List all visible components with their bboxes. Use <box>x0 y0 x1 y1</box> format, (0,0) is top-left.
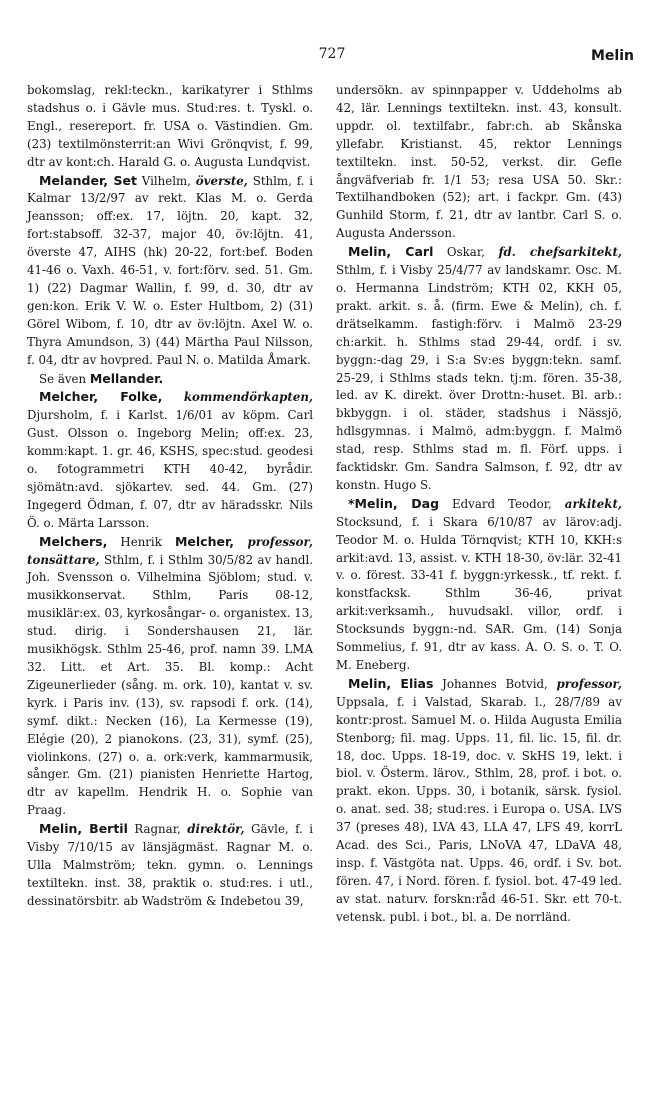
entry-melin-dag: *Melin, Dag Edvard Teodor, arkitekt, Stocksund, f. i Skara 6/10/87 av lärov:adj. Teodor M. o. Hulda Törnqvist; KTH 10, KKH:s arkit:avd. 13, assist. v. KTH 18-30, öv:lär. 32-41 v. o. förest. 33-41 f. byggn:yrkessk., tf. rekt. f. konstfacksk. Sthlm 36-46, privat arkit:verksamh., huvudsakl. villor, ordf. i Stocksunds byggn:-nd. SAR. Gm. (14) Sonja Sommelius, f. 91, dtr av kass. A. O. S. o. T. O. M. Eneberg. <box>336 495 622 672</box>
entry-melchers-henrik: Melchers, Henrik Melcher, professor, tonsättare, Sthlm, f. i Sthlm 30/5/82 av handl. Joh. Svensson o. Vilhelmina Sjöblom; stud. v. musikkonservat. Sthlm, Paris 08-12, musiklär:ex. 03, kyrkosångar- o. organistex. 13, stud. dirig. i Sondershausen 21, lär. musikhögsk. Sthlm 25-46, prof. namn 39. LMA 32. Litt. et Art. 35. Bl. komp.: Acht Zigeunerlieder (sång. m. ork. 10), kantat v. sv. kyrk. i Paris inv. (13), sv. rapsodi f. ork. (14), symf. dikt.: Necken (16), La Kermesse (19), Elégie (20), 2 pianokons. (23, 31), symf. (25), violinkons. (27) o. a. ork:verk, kammarmusik, sånger. Gm. (21) pianisten Henriette Hartog, dtr av kapellm. Hendrik H. o. Sophie van Praag. <box>27 533 313 818</box>
entry-melander-set: Melander, Set Vilhelm, överste, Sthlm, f. i Kalmar 13/2/97 av rekt. Klas M. o. Gerda Jeansson; off:ex. 17, löjtn. 20, kapt. 32, fort:stabsoff. 32-37, major 40, öv:löjtn. 41, överste 47, AIHS (hk) 20-22, fort:bef. Boden 41-46 o. Vaxh. 46-51, v. fort:förv. sed. 51. Gm. 1) (22) Dagmar Wallin, f. 99, d. 30, dtr av gen:kon. Erik V. W. o. Ester Hultbom, 2) (31) Görel Wibom, f. 10, dtr av öv:löjtn. Axel W. o. Thyra Amundson, 3) (44) Märtha Paul Nilsson, f. 04, dtr av hovpred. Paul N. o. Matilda Åmark. <box>27 172 313 367</box>
left-column <box>27 82 313 911</box>
entry-melin-carl: Melin, Carl Oskar, fd. chefsarkitekt, Sthlm, f. i Visby 25/4/77 av landskamr. Osc. M. o. Hermanna Lindström; KTH 02, KKH 05, prakt. arkit. s. å. (firm. Ewe & Melin), ch. f. drätselkamm. fastigh:förv. i Malmö 23-29 ch:arkit. h. Sthlms stad 29-44, ordf. i sv. byggn:-dag 29, i S:a Sv:es byggn:tekn. samf. 25-29, i Sthlms stads tekn. tj:m. fören. 35-38, led. av K. direkt. över Drottn:-huset. Bl. arb.: bkbyggn. i ol. städer, stadshus i Nässjö, hdlsgymnas. i Malmö, adm:byggn. f. Malmö stad, resp. Sthlms stad m. fl. Förf. upps. i facktidskr. Gm. Sandra Salmson, f. 92, dtr av konstn. Hugo S. <box>336 244 623 492</box>
entry-melin-bertil: Melin, Bertil Ragnar, direktör, Gävle, f. i Visby 7/10/15 av länsjägmäst. Ragnar M. o. Ulla Malmström; tekn. gymn. o. Lennings textiltekn. inst. 38, praktik o. stud:res. i utl., dessinatörsbitr. ab Wadström & Indebetou 39, <box>27 821 314 908</box>
running-head: Melin <box>591 48 634 64</box>
entry-continued: bokomslag, rekl:teckn., karikatyrer i Sthlms stadshus o. i Gävle mus. Stud:res. t. Tyskl. o. Engl., resereport. fr. USA o. Västindien. Gm. (23) textilmönsterrit:an Wivi Grönqvist, f. 99, dtr av kont:ch. Harald G. o. Augusta Lundqvist. <box>27 83 313 169</box>
page-number: 727 <box>318 46 346 62</box>
right-column <box>336 82 622 927</box>
cross-reference: Se även Mellander. <box>39 370 164 386</box>
entry-continued: undersökn. av spinnpapper v. Uddeholms ab 42, lär. Lennings textiltekn. inst. 43, konsult. uppdr. ol. textilfabr., fabr:ch. ab Skånska yllefabr. Kristianst. 45, rektor Lennings textiltekn. inst. 50-52, verkst. dir. Gefle ångväfveriab fr. 1/1 53; resa USA 50. Skr.: Textilhandboken (52); art. i fackpr. Gm. (43) Gunhild Storm, f. 21, dtr av lantbr. Carl S. o. Augusta Andersson. <box>336 83 622 241</box>
entry-melcher-folke: Melcher, Folke, kommendörkapten, Djursholm, f. i Karlst. 1/6/01 av köpm. Carl Gust. Olsson o. Ingeborg Melin; off:ex. 23, komm:kapt. 1. gr. 46, KSHS, spec:stud. geodesi o. fotogrammetri KTH 40-42, byrådir. sjömätn:avd. sjökartev. sed. 44. Gm. (27) Ingegerd Ödman, f. 07, dtr av häradsskr. Nils Ö. o. Märta Larsson. <box>27 389 314 530</box>
entry-melin-elias: Melin, Elias Johannes Botvid, professor, Uppsala, f. i Valstad, Skarab. l., 28/7/89 av kontr:prost. Samuel M. o. Hilda Augusta Emilia Stenborg; fil. mag. Upps. 11, fil. lic. 15, fil. dr. 18, doc. Upps. 18-19, doc. v. SkHS 19, lekt. i biol. v. Österm. lärov., Sthlm, 28, prof. i bot. o. prakt. ekon. Upps. 30, i botanik, särsk. fysiol. o. anat. sed. 38; stud:res. i Europa o. USA. LVS 37 (preses 48), LVA 43, LLA 47, LFS 49, korrL Acad. des Sci., Paris, LNoVA 47, LDaVA 48, insp. f. Västgöta nat. Upps. 46, ordf. i Sv. bot. fören. 47, i Nord. fören. f. fysiol. bot. 47-49 led. av stat. naturv. forskn:råd 46-51. Skr. ett 70-t. vetensk. publ. i bot., bl. a. De norrländ. <box>336 675 622 924</box>
